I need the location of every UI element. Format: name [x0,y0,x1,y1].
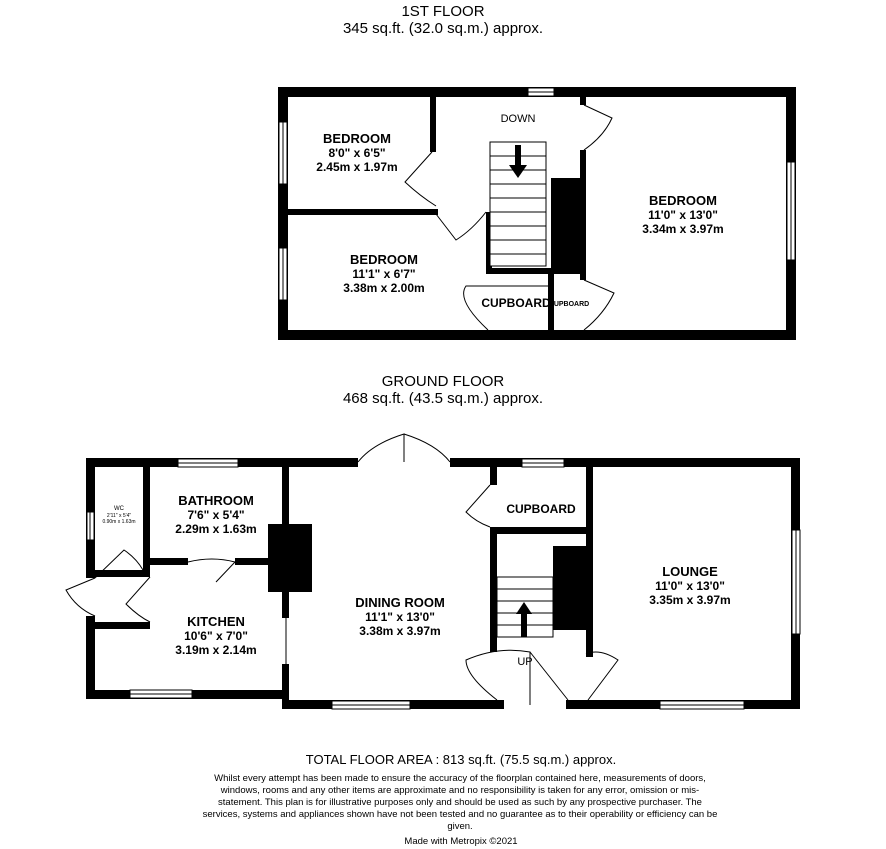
room-metric: 3.34m x 3.97m [642,222,724,236]
door [436,212,486,240]
door [188,559,235,582]
chimney-breast [553,546,587,630]
total-floor-area: TOTAL FLOOR AREA : 813 sq.ft. (75.5 sq.m.) approx. [305,752,617,767]
wall [490,527,590,534]
credit: Made with Metropix ©2021 [404,836,518,847]
room-name: KITCHEN [187,614,245,629]
wall [86,616,95,699]
window [660,701,744,709]
first-floor-title: 1ST FLOOR [401,3,485,20]
cupboard-label: CUPBOARD [548,301,590,308]
window [332,701,410,709]
room-metric: 3.38m x 2.00m [343,281,425,295]
room-name: LOUNGE [662,564,718,579]
wall [450,458,800,467]
first-floor-area: 345 sq.ft. (32.0 sq.m.) approx. [342,20,544,37]
room-name: BEDROOM [649,193,717,208]
wall [282,467,289,527]
wall [282,590,289,618]
wall [282,664,289,709]
wall [490,467,497,485]
chimney-breast [268,524,312,592]
door [66,578,95,616]
window [528,88,554,96]
room-name: BATHROOM [178,493,254,508]
window [87,512,94,540]
cupboard-label: CUPBOARD [481,296,551,310]
room-imperial: 8'0" x 6'5" [328,146,386,160]
room-metric: 3.38m x 3.97m [359,624,441,638]
wall [150,558,188,565]
window [178,459,238,467]
door [586,652,618,700]
wall [278,330,796,340]
door [126,577,150,622]
wall [490,527,497,652]
wall [580,97,586,105]
room-name: DINING ROOM [355,595,445,610]
door [405,152,436,206]
room-imperial: 11'1" x 13'0" [365,610,435,624]
room-name: BEDROOM [350,252,418,267]
window [279,248,287,300]
ground-floor-area: 468 sq.ft. (43.5 sq.m.) approx. [342,390,544,407]
room-metric: 2.29m x 1.63m [175,522,257,536]
window [279,122,287,184]
room-metric: 2.45m x 1.97m [316,160,398,174]
chimney-breast [551,178,581,270]
wall [143,467,150,577]
wall [586,467,593,657]
room-imperial: 11'0" x 13'0" [648,208,718,222]
door [584,105,612,150]
room-metric: 0.90m x 1.63m [102,519,136,525]
window [522,459,564,467]
room-imperial: 7'6" x 5'4" [187,508,245,522]
room-imperial: 11'1" x 6'7" [352,267,416,281]
wall [95,622,150,629]
wall [95,570,150,577]
door [530,652,568,700]
wall [288,209,438,215]
cupboard-label: CUPBOARD [506,502,576,516]
window [130,690,192,698]
window [792,530,800,634]
room-metric: 3.35m x 3.97m [649,593,731,607]
wall [430,97,436,152]
room-name: WC [114,506,124,512]
door [466,485,490,527]
disclaimer: Whilst every attempt has been made to ensure the accuracy of the floorplan contained here, measurements of doors, windows, rooms and any other items are approximate and no responsibility is taken for any error, omission or mis-statement. This plan is for illustrative purposes only and should be used as such by any prospective purchaser. The services, systems and appliances shown have not been tested and no guarantee as to their operability or efficiency can be given. [202,773,718,832]
ground-floor-labels [102,493,730,668]
room-metric: 3.19m x 2.14m [175,643,257,657]
window [787,162,795,260]
down-label: DOWN [500,113,536,125]
room-imperial: 11'0" x 13'0" [655,579,725,593]
room-name: BEDROOM [323,131,391,146]
up-label: UP [517,656,533,668]
room-imperial: 2'11" x 5'4" [106,513,132,519]
french-door [358,434,450,462]
ground-floor-title: GROUND FLOOR [381,373,505,390]
room-imperial: 10'6" x 7'0" [184,629,248,643]
